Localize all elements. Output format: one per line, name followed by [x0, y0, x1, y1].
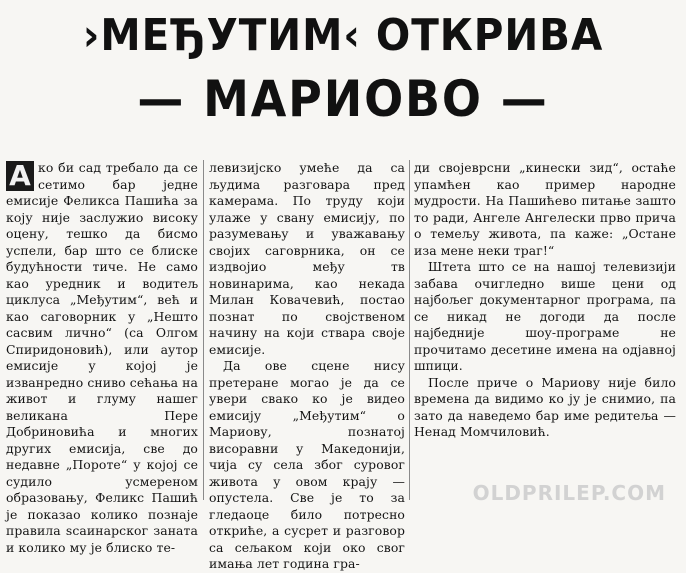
article-paragraph — [6, 160, 198, 556]
headline-line-1: ›МЕЂУТИМ‹ ОТКРИВА — [82, 10, 604, 61]
watermark: OLDPRILEP.COM — [472, 481, 666, 505]
article-paragraph: ди својеврсни „кинески зид“, остаће упамћен као пример народне мудрости. На Пашићево питање зашто то ради, Ангеле Ангелески прво прича о темељу живота, па каже: „Остане иза мене неки траг!“ — [414, 160, 676, 258]
article-column-3 — [414, 160, 676, 441]
headline-line-2: — МАРИОВО — — [137, 70, 549, 128]
article-paragraph: Да ове сцене нису претеране могао је да се увери свако ко је видео емисију „Међутим“ о Мариову, познатој висоравни у Македонији, чија су села због суровог живота у овом крају — опустела. Све је то за гледаоце било потресно откриће, а сусрет и разговор са сељаком који око свог имања лет година гра- — [209, 358, 405, 571]
article-paragraph: левизијско умеће да са људима разговара пред камерама. По труду који улаже у свану емисију, по разумевању и уважавању својих саговрника, он се издвојио међу тв новинарима, као некада Милан Ковачевић, постао познат по својственом начину на који ствара своје емисије. — [209, 160, 405, 357]
article-text: ко би сад требало да се сетимо бар једне емисије Феликса Пашића за коју није заслужио високу оцену, тешко да бисмо успели, бар што се блиске будућности тиче. Не само као уредник и водитељ циклуса „Међутим“, већ и као саговорник у „Нешто сасвим лично“ (са Олгом Спиридоновић), или аутор емисије у којој је изванредно сниво сећања на живот и глуму нашег великана Пере Добриновића и многих других емисија, све до недавне „Пороте“ у којој се судило усмереном образовању, Феликс Пашић је показао колико познаје правила ѕсаинарског заната и колико му је блиско те- — [6, 160, 198, 555]
column-divider — [409, 160, 410, 500]
article-paragraph: Штета што се на нашој телевизији забава очигледно више цени од најбољег документарног програма, па се никад не догоди да после најбедније шоу-програме не прочитамо десетине имена на одјавној шпици. — [414, 259, 676, 373]
article-column-2 — [209, 160, 405, 573]
drop-cap: А — [6, 161, 34, 191]
article-paragraph: После приче о Мариову није било времена да видимо ко ју је снимио, па зато да наведемо бар име редитеља — Ненад Момчиловић. — [414, 374, 676, 439]
article-column-1 — [6, 160, 198, 556]
column-divider — [203, 160, 204, 500]
